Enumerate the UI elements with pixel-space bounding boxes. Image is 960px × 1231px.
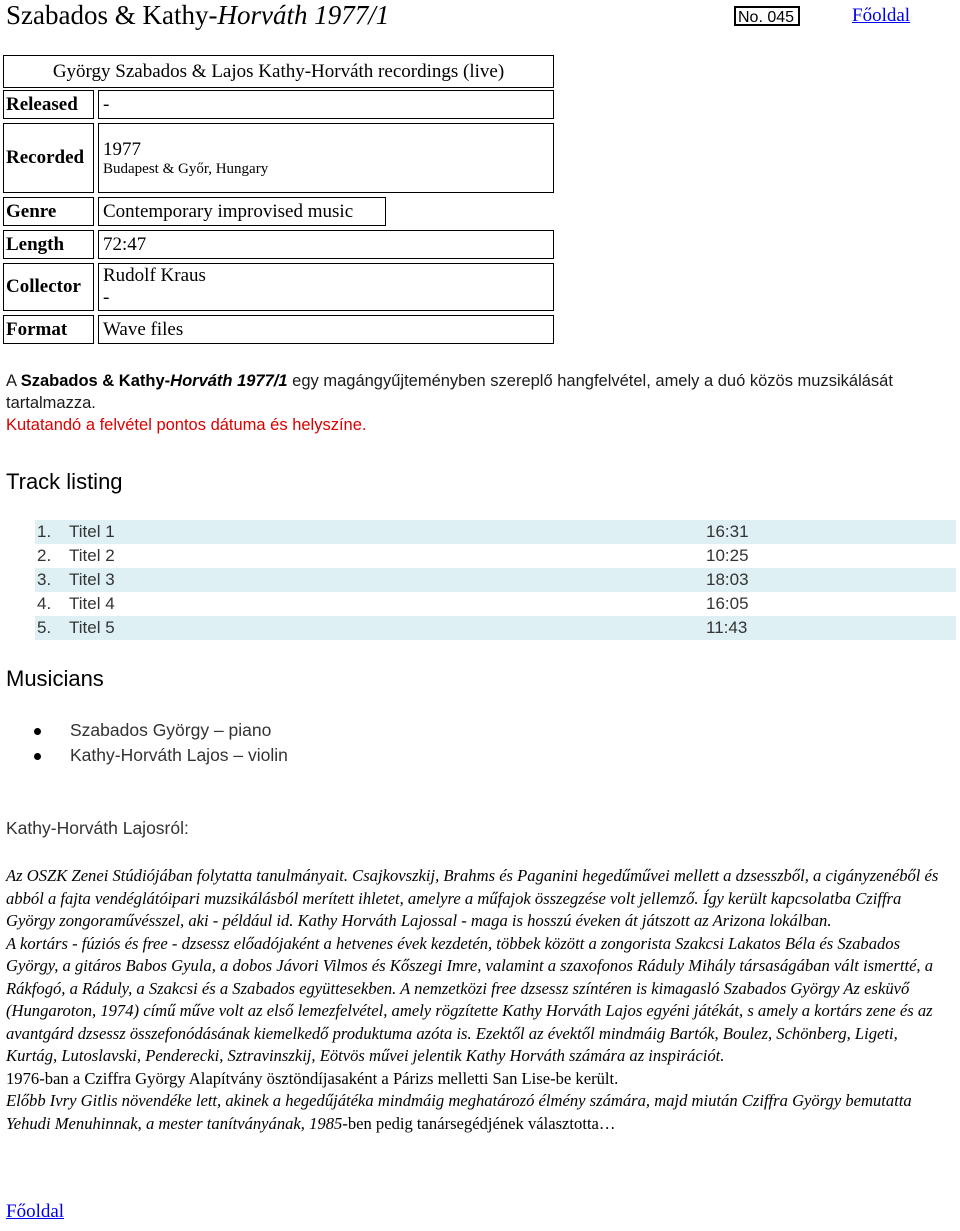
footer-home-link[interactable]: Főoldal	[6, 1201, 65, 1222]
track-number: 4.	[37, 594, 52, 613]
bio-paragraph: Az OSZK Zenei Stúdiójában folytatta tanulmányait. Csajkovszkij, Brahms és Paganini hegedűművei mellett a dzsesszből, a cigányzenéből és abból a fajta vendéglátóipari muzsikálásból merített ihletet, amelyre a műfajok összegzése volt jellemző. Így került kapcsolatba Cziffra György zongoraművésszel, aki - például id. Kathy Horváth Lajossal - maga is hosszú éveken át játszott az Arizona lokálban.	[6, 866, 939, 930]
released-label: Released	[3, 90, 94, 119]
biography	[6, 865, 951, 1135]
track-title: Titel 5	[69, 618, 115, 637]
collector-name: Rudolf Kraus	[103, 265, 206, 286]
issue-number: No. 045	[734, 6, 800, 26]
musicians-list	[30, 718, 288, 768]
track-duration: 16:05	[706, 594, 749, 613]
track-row	[35, 544, 956, 568]
recorded-value	[98, 123, 554, 193]
infobox-title: György Szabados & Lajos Kathy-Horváth recordings (live)	[3, 55, 554, 88]
track-number: 2.	[37, 546, 52, 565]
track-title: Titel 3	[69, 570, 115, 589]
track-number: 5.	[37, 618, 52, 637]
recorded-place: Budapest & Győr, Hungary	[103, 160, 269, 177]
collector-value	[98, 263, 554, 311]
released-value: -	[98, 90, 554, 119]
ellipsis: …	[598, 1113, 616, 1133]
list-item	[30, 718, 288, 743]
musician-name: Szabados György – piano	[70, 720, 272, 740]
track-row	[35, 568, 956, 592]
musician-name: Kathy-Horváth Lajos – violin	[70, 745, 288, 765]
genre-value: Contemporary improvised music	[98, 197, 386, 226]
bio-paragraph: 1976-ban a Cziffra György Alapítvány ösztöndíjasaként a Párizs melletti San Lise-be került.	[6, 1068, 619, 1088]
track-number: 1.	[37, 522, 52, 541]
page-title	[6, 0, 389, 31]
format-value: Wave files	[98, 315, 554, 344]
track-row	[35, 592, 956, 616]
bio-text: Előbb Ivry Gitlis növendéke lett, akinek a hegedűjátéka mindmáig meghatározó élmény számára, majd miután Cziffra György bemutatta Yehudi Menuhinnak, a mester tanítványának, 1985-	[6, 1091, 912, 1133]
track-duration: 11:43	[706, 618, 748, 637]
collector-extra: -	[103, 287, 110, 308]
track-title: Titel 4	[69, 594, 115, 613]
collector-label: Collector	[3, 263, 94, 311]
track-duration: 10:25	[706, 546, 749, 565]
bullet-icon	[34, 753, 41, 760]
intro-paragraph	[6, 370, 946, 436]
title-italic: Horváth 1977/1	[217, 0, 390, 30]
intro-name-bold: Szabados & Kathy-	[20, 372, 171, 390]
track-list	[35, 520, 956, 640]
format-label: Format	[3, 315, 94, 344]
track-row	[35, 520, 956, 544]
track-duration: 18:03	[706, 570, 749, 589]
home-link[interactable]: Főoldal	[852, 5, 911, 26]
about-heading: Kathy-Horváth Lajosról:	[6, 818, 189, 838]
intro-name	[21, 372, 288, 390]
bio-paragraph: A kortárs - fúziós és free - dzsessz előadójaként a hetvenes évek kezdetén, többek között a zongorista Szakcsi Lakatos Béla és Szabados György, a gitáros Babos Gyula, a dobos Jávori Vilmos és Kőszegi Imre, valamint a szaxofonos Ráduly Mihály társaságában vált ismertté, a Rákfogó, a Ráduly, a Szakcsi és a Szabados együttesekben. A nemzetközi free dzsessz színtéren is kimagasló Szabados György Az esküvő (Hungaroton, 1974) című műve volt az első lemezfelvétel, amely rögzítette Kathy Horváth Lajos egyéni játékát, s amely a kortárs zene és az avantgárd dzsessz összefonódásának kiemelkedő produktuma azóta is. Ezektől az évektől mindmáig Bartók, Boulez, Schönberg, Ligeti, Kurtág, Lutoslavski, Penderecki, Sztravinszkij, Eötvös művei jelentik Kathy Horváth számára az inspirációt.	[6, 933, 934, 1065]
intro-rest: egy magángyűjteményben szereplő hangfelvétel, amely a duó közös muzsikálását tartalmazza.	[6, 372, 893, 412]
track-title: Titel 1	[69, 522, 115, 541]
track-listing-heading: Track listing	[6, 469, 123, 494]
title-bar	[6, 0, 954, 34]
musicians-heading: Musicians	[6, 666, 104, 691]
intro-name-italic: Horváth 1977/1	[170, 372, 288, 390]
research-note: Kutatandó a felvétel pontos dátuma és helyszíne.	[6, 416, 367, 434]
title-prefix: Szabados & Kathy-	[6, 0, 218, 30]
track-number: 3.	[37, 570, 52, 589]
bio-text: ben pedig tanársegédjének választotta	[347, 1113, 599, 1133]
genre-label: Genre	[3, 197, 94, 226]
list-item	[30, 743, 288, 768]
recorded-label: Recorded	[3, 123, 94, 193]
recorded-year: 1977	[103, 138, 141, 160]
bullet-icon	[34, 728, 41, 735]
intro-a: A	[6, 372, 17, 390]
track-row	[35, 616, 956, 640]
length-label: Length	[3, 230, 94, 259]
length-value: 72:47	[98, 230, 554, 259]
track-duration: 16:31	[706, 522, 749, 541]
track-title: Titel 2	[69, 546, 115, 565]
bio-paragraph	[6, 1090, 951, 1135]
